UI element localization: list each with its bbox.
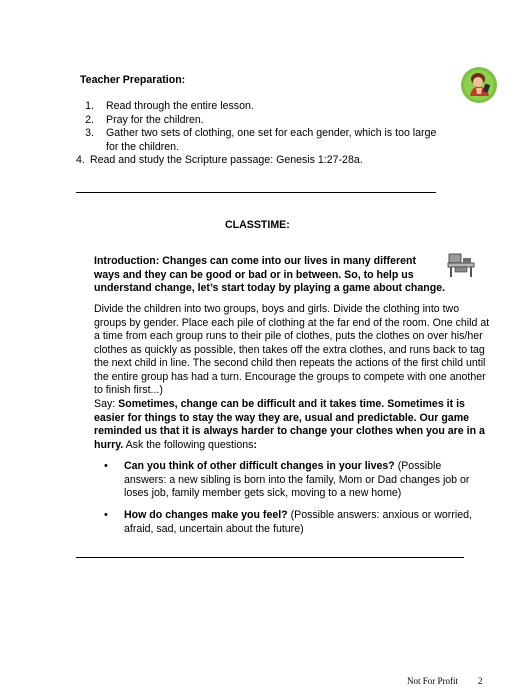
say-paragraph bbox=[94, 398, 494, 452]
question-answer-line: afraid, sad, uncertain about the future) bbox=[124, 522, 304, 535]
intro-line: Introduction: Changes can come into our lives in many different bbox=[94, 255, 416, 267]
prep-item-number: 2. bbox=[85, 113, 94, 126]
game-line: the next child in line. The second child then repeats the actions of the first child until bbox=[94, 357, 486, 369]
question-answer-line: loses job, family member gets sick, moving to a new home) bbox=[124, 487, 402, 499]
say-lead: Say: bbox=[94, 398, 119, 410]
prep-item-number: 3. bbox=[85, 127, 94, 139]
game-line: groups by gender. Place each pile of clothing at the far end of the room. One child at bbox=[94, 316, 490, 329]
bullet: • bbox=[104, 509, 108, 521]
classtime-heading: CLASSTIME: bbox=[225, 219, 290, 231]
game-line: a time from each group runs to their pile of clothes, puts the clothes on over his/her bbox=[94, 330, 483, 342]
footer-label: Not For Profit bbox=[407, 676, 459, 686]
section-divider-top bbox=[76, 192, 436, 193]
prep-item-text: Gather two sets of clothing, one set for each gender, which is too large bbox=[106, 127, 437, 139]
prep-item-number: 4. bbox=[76, 154, 85, 166]
prep-item-number: 1. bbox=[85, 100, 94, 112]
say-colon: : bbox=[253, 438, 257, 451]
game-line: the entire group has had a turn. Encourage the groups to compete with one another bbox=[94, 370, 486, 383]
prep-item-text: Read through the entire lesson. bbox=[106, 100, 254, 112]
section-divider-bottom bbox=[76, 557, 464, 558]
question-text: Can you think of other difficult changes in your lives? bbox=[124, 460, 395, 472]
question-answer-line: answers: a new sibling is born into the family, Mom or Dad changes job or bbox=[124, 473, 470, 486]
prep-item-text: Pray for the children. bbox=[106, 113, 204, 126]
game-line: clothes as quickly as possible, then takes off the extra clothes, and runs back to tag bbox=[94, 343, 485, 356]
game-instructions-paragraph bbox=[94, 303, 494, 398]
bullet: • bbox=[104, 460, 108, 472]
question-text: How do changes make you feel? bbox=[124, 509, 288, 521]
say-line: Sometimes, change can be difficult and it takes time. Sometimes it is bbox=[118, 398, 465, 410]
say-line-rest: Ask the following questions bbox=[123, 438, 254, 451]
teacher-praying-icon bbox=[460, 66, 498, 104]
prep-item-text: Read and study the Scripture passage: Genesis 1:27-28a. bbox=[90, 154, 363, 166]
say-line: reminded us that it is always harder to change your clothes when you are in a bbox=[94, 425, 485, 437]
say-line: easier for things to stay the way they are, usual and predictable. Our game bbox=[94, 411, 470, 424]
intro-paragraph bbox=[94, 255, 454, 296]
game-line: Divide the children into two groups, boys and girls. Divide the clothing into two bbox=[94, 303, 460, 315]
question-answer: (Possible bbox=[394, 460, 442, 472]
question-answer: (Possible answers: anxious or worried, bbox=[287, 509, 472, 521]
page-number: 2 bbox=[478, 676, 483, 686]
teacher-prep-heading: Teacher Preparation: bbox=[80, 74, 186, 86]
intro-line: ways and they can be good or bad or in between. So, to help us bbox=[94, 268, 414, 281]
game-line: to finish first...) bbox=[94, 384, 163, 396]
prep-item-text-continued: for the children. bbox=[106, 140, 180, 153]
intro-line: understand change, let’s start today by playing a game about change. bbox=[94, 282, 446, 294]
say-line: hurry. bbox=[94, 438, 124, 451]
